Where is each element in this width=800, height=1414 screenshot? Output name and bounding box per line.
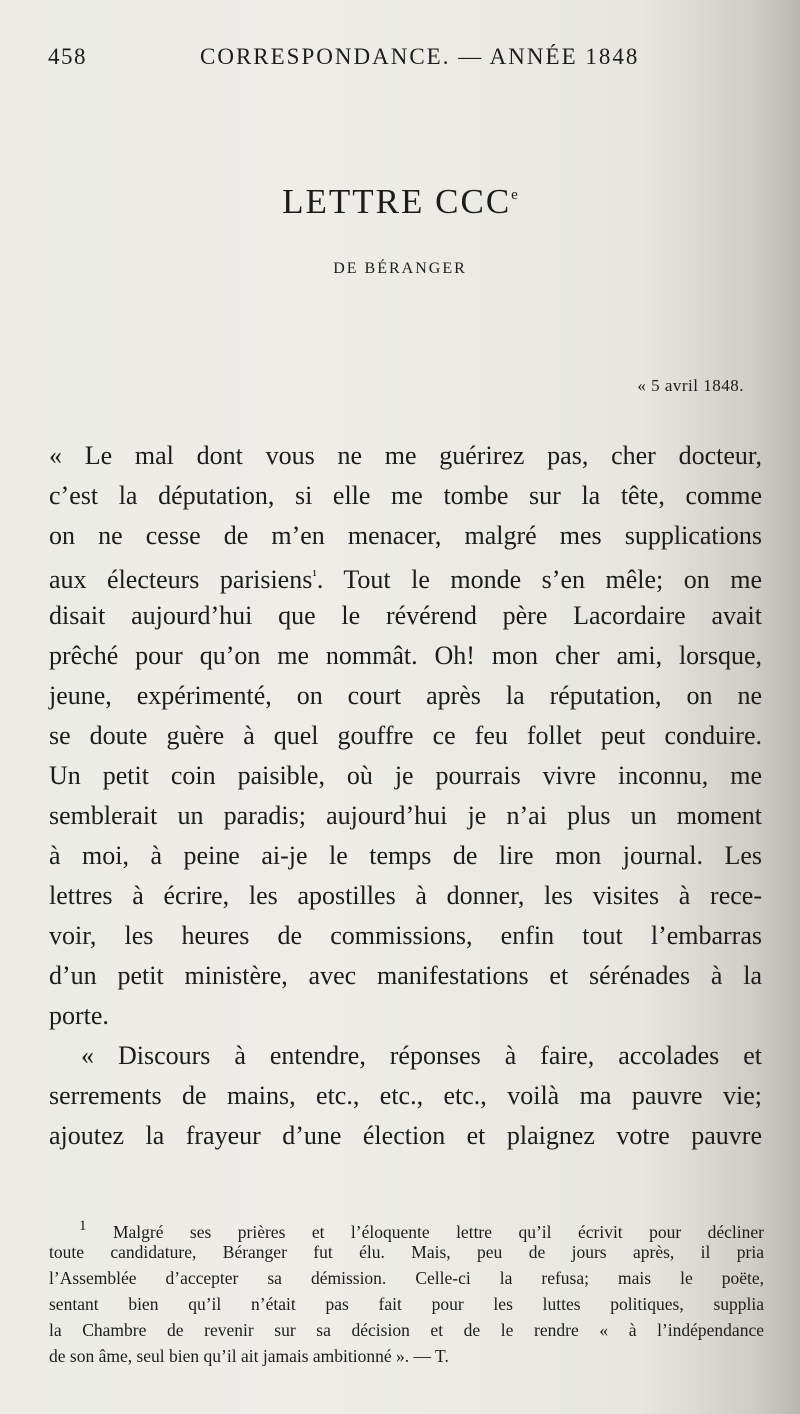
body-line: disait aujourd’hui que le révérend père Lacordaire avait	[49, 601, 762, 630]
letter-date: « 5 avril 1848.	[637, 376, 744, 395]
body-line: « Discours à entendre, réponses à faire, accolades et	[81, 1041, 762, 1070]
letter-sender: DE BÉRANGER	[333, 260, 467, 277]
body-line: on ne cesse de m’en menacer, malgré mes supplications	[49, 521, 762, 550]
body-line	[49, 556, 762, 596]
body-line: porte.	[49, 1001, 109, 1030]
body-line: voir, les heures de commissions, enfin tout l’embarras	[49, 921, 762, 950]
letter-body	[49, 436, 762, 1156]
body-line-text: . Tout le monde s’en mêle; on me	[316, 565, 762, 594]
body-line: d’un petit ministère, avec manifestations et sérénades à la	[49, 961, 762, 990]
footnote-line	[49, 1213, 764, 1242]
footnote-number: 1	[79, 1218, 87, 1234]
body-line: c’est la députation, si elle me tombe sur la tête, comme	[49, 481, 762, 510]
body-line: serrements de mains, etc., etc., etc., voilà ma pauvre vie;	[49, 1081, 762, 1110]
body-line: jeune, expérimenté, on court après la réputation, on ne	[49, 681, 762, 710]
footnote-line: toute candidature, Béranger fut élu. Mais, peu de jours après, il pria	[49, 1242, 764, 1262]
letter-title	[0, 182, 800, 222]
body-line: ajoutez la frayeur d’une élection et plaignez votre pauvre	[49, 1121, 762, 1150]
page-number: 458	[48, 44, 87, 69]
footnote-line: de son âme, seul bien qu’il ait jamais ambitionné ». — T.	[49, 1346, 449, 1366]
body-line: se doute guère à quel gouffre ce feu follet peut conduire.	[49, 721, 762, 750]
page-header	[48, 40, 748, 76]
body-line: lettres à écrire, les apostilles à donner, les visites à rece-	[49, 881, 762, 910]
body-line: « Le mal dont vous ne me guérirez pas, cher docteur,	[49, 441, 762, 470]
footnote-line: la Chambre de revenir sur sa décision et de le rendre « à l’indépendance	[49, 1320, 764, 1340]
body-line-text: aux électeurs parisiens	[49, 565, 313, 594]
running-title: CORRESPONDANCE. — ANNÉE 1848	[200, 44, 640, 69]
footnote-line-text: Malgré ses prières et l’éloquente lettre qu’il écrivit pour décliner	[112, 1222, 764, 1242]
body-line: semblerait un paradis; aujourd’hui je n’ai plus un moment	[49, 801, 762, 830]
letter-title-text: LETTRE CCC	[282, 182, 512, 221]
footnote-line: l’Assemblée d’accepter sa démission. Celle-ci la refusa; mais le poëte,	[49, 1268, 764, 1288]
footnote-reference: ¹	[312, 568, 317, 584]
footnote-line: sentant bien qu’il n’était pas fait pour les luttes politiques, supplia	[49, 1294, 764, 1314]
footnote	[49, 1213, 764, 1369]
letter-title-superscript: e	[511, 187, 518, 203]
body-line: prêché pour qu’on me nommât. Oh! mon cher ami, lorsque,	[49, 641, 762, 670]
body-line: à moi, à peine ai-je le temps de lire mon journal. Les	[49, 841, 762, 870]
body-line: Un petit coin paisible, où je pourrais vivre inconnu, me	[49, 761, 762, 790]
